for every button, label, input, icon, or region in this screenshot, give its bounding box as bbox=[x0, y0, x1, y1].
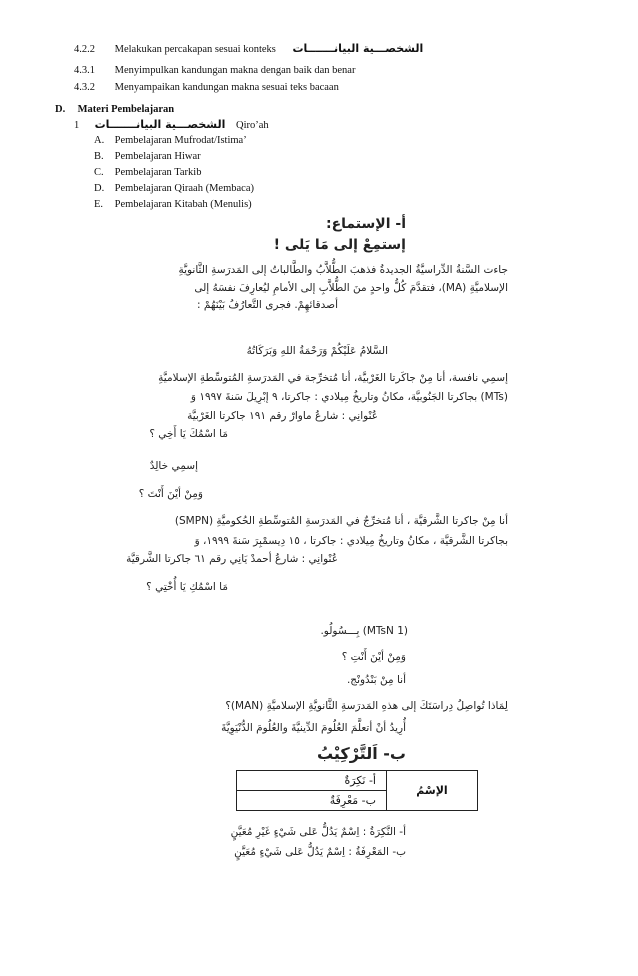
para3-line-1: (MTsN 1) بِـــسُولُو. bbox=[320, 625, 408, 637]
subtopic-letter: A. bbox=[94, 135, 105, 146]
intro-line-2: الإسلاميَّةِ (MA)، فتقدَّمَ كُلُّ واحدٍ منَ الطُّلاَّبِ إلى الأمامِ ليُعارِفَ نفسَهُ إلى bbox=[194, 282, 508, 294]
subtopic-b bbox=[94, 150, 201, 163]
para2-line-3: عُنْوانِي : شارعُ أحمدْ يَانِي رقم ٦١ جاكرتا الشَّرقيَّة bbox=[126, 553, 338, 565]
indicator-4-3-2 bbox=[74, 81, 339, 94]
para1-line-2: (MTs) بجاكرتا الجَنُوبيَّة، مكانُ وتاريخُ مِيلادي : جاكرتا، ٩ إبْرِيلَ سَنةَ ١٩٩٧ وَ bbox=[190, 391, 508, 403]
question-where: وَمِنْ أيْنَ أَنْتَ ؟ bbox=[138, 488, 203, 500]
indicator-4-2-2 bbox=[74, 42, 423, 56]
indicator-number: 4.3.1 bbox=[74, 65, 95, 76]
grammar-table bbox=[236, 770, 478, 811]
indicator-number: 4.3.2 bbox=[74, 82, 95, 93]
intro-line-1: جاءت السَّنةُ الدِّراسيَّةُ الجديدةُ فذهبَ الطُّلاَّبُ والطَّالباتُ إلى المَدرَسةِ الثَّانويَّةِ bbox=[178, 264, 508, 276]
para3-line-2: وَمِنْ أيْنَ أَنْتِ ؟ bbox=[341, 651, 406, 663]
subtopic-text: Pembelajaran Tarkib bbox=[114, 167, 202, 178]
topic-1 bbox=[74, 118, 269, 132]
subtopic-text: Pembelajaran Mufrodat/Istima’ bbox=[114, 135, 247, 146]
section-letter: D. bbox=[55, 104, 66, 115]
table-rowhead: الإسْمُ bbox=[387, 771, 478, 811]
table-cell: ب- مَعْرِفَةٌ bbox=[237, 791, 387, 811]
definition-marifah: ب- المَعْرِفَةُ : اِسْمٌ يَدُلُّ عَلى شَيْءٍ مُعَيَّنٍ bbox=[234, 846, 406, 858]
indicator-4-3-1 bbox=[74, 64, 355, 77]
para2-line-4: مَا اسْمُكِ يَا أُخْتِي ؟ bbox=[146, 581, 228, 593]
subtopic-letter: D. bbox=[94, 183, 105, 194]
greeting: السَّلامُ عَلَيْكُمْ وَرَحْمَةُ اللهِ وَبَرَكَاتُهُ bbox=[246, 345, 388, 357]
indicator-text: Menyimpulkan kandungan makna dengan baik dan benar bbox=[114, 65, 356, 76]
para2-line-1: أنا مِنْ جاكرتا الشَّرقيَّة ، أنا مُتخرِّجٌ في المَدرَسةِ المُتوسِّطةِ الحُكوميَّةِ (SMPN) bbox=[174, 515, 508, 527]
subtopic-text: Pembelajaran Qiraah (Membaca) bbox=[114, 183, 254, 194]
subtopic-e bbox=[94, 198, 252, 211]
table-row bbox=[237, 771, 478, 791]
definition-nakirah: أ- النَّكِرَةُ : اِسْمٌ يَدُلُّ عَلى شَيْءٍ غَيْرِ مُعَيَّنٍ bbox=[230, 826, 406, 838]
indicator-number: 4.2.2 bbox=[74, 44, 95, 55]
istima-title: أ- الإستماع: bbox=[326, 216, 406, 232]
subtopic-a bbox=[94, 134, 247, 147]
table-cell: أ- نَكِرَةٌ bbox=[237, 771, 387, 791]
para1-line-4: مَا اسْمُكَ يَا أَخِي ؟ bbox=[149, 428, 228, 440]
section-title: Materi Pembelajaran bbox=[77, 104, 175, 115]
para3-line-5: أُرِيدُ أنْ أتعلَّمَ العُلُومَ الدِّينيَّةَ والعُلُومَ الدُّنْيَوِيَّةَ bbox=[221, 722, 406, 734]
section-d-heading bbox=[55, 103, 174, 116]
subtopic-letter: E. bbox=[94, 199, 104, 210]
para2-line-2: بجاكرتا الشَّرقيَّة ، مكانُ وتاريخُ مِيلادي : جاكرتا ، ١٥ دِيسمْبِرَ سَنةَ ١٩٩٩، وَ bbox=[194, 535, 508, 547]
istima-instruction: إستمِعْ إلى مَا يَلى ! bbox=[273, 237, 406, 253]
para3-line-4: لِمَاذا تُواصِلُ دِراسَتَكَ إلى هذهِ المَدرَسةِ الثَّانويَّةِ الإسلاميَّةِ (MAN)؟ bbox=[225, 700, 508, 712]
para1-line-1: إسمِي نافسة، أنا مِنْ جاكَرتا الغَرْبيَّة، أنا مُتخرِّجة في المَدرَسةِ المُتوسِّطةِ الإسلاميَّةِ bbox=[158, 372, 508, 384]
subtopic-text: Pembelajaran Hiwar bbox=[114, 151, 201, 162]
para1-line-3: عُنْوانِي : شارعُ ماوارْ رقم ١٩١ جاكرتا الغَرْبيَّة bbox=[187, 410, 378, 422]
indicator-text: Menyampaikan kandungan makna sesuai teks bacaan bbox=[114, 82, 339, 93]
subtopic-text: Pembelajaran Kitabah (Menulis) bbox=[114, 199, 252, 210]
tarkib-title: ب- اَلتَّرْكِيْبُ bbox=[316, 744, 406, 763]
subtopic-letter: C. bbox=[94, 167, 104, 178]
topic-arabic: الشخصـــية البيانـــــــات bbox=[94, 118, 226, 131]
subtopic-d bbox=[94, 182, 254, 195]
topic-number: 1 bbox=[74, 120, 80, 131]
subtopic-c bbox=[94, 166, 201, 179]
topic-latin: Qiro’ah bbox=[236, 120, 269, 131]
subtopic-letter: B. bbox=[94, 151, 104, 162]
indicator-text: Melakukan percakapan sesuai konteks bbox=[114, 44, 276, 55]
intro-line-3: أصدقائهِمْ. فجرى التَّعارُفُ بَيْنَهُمْ : bbox=[197, 299, 338, 311]
reply-name: إسمِي خالِدٌ bbox=[149, 460, 198, 472]
indicator-arabic: الشخصـــية البيانـــــــات bbox=[292, 42, 424, 55]
para3-line-3: أنا مِنْ بَنْدُونْج. bbox=[346, 674, 406, 686]
